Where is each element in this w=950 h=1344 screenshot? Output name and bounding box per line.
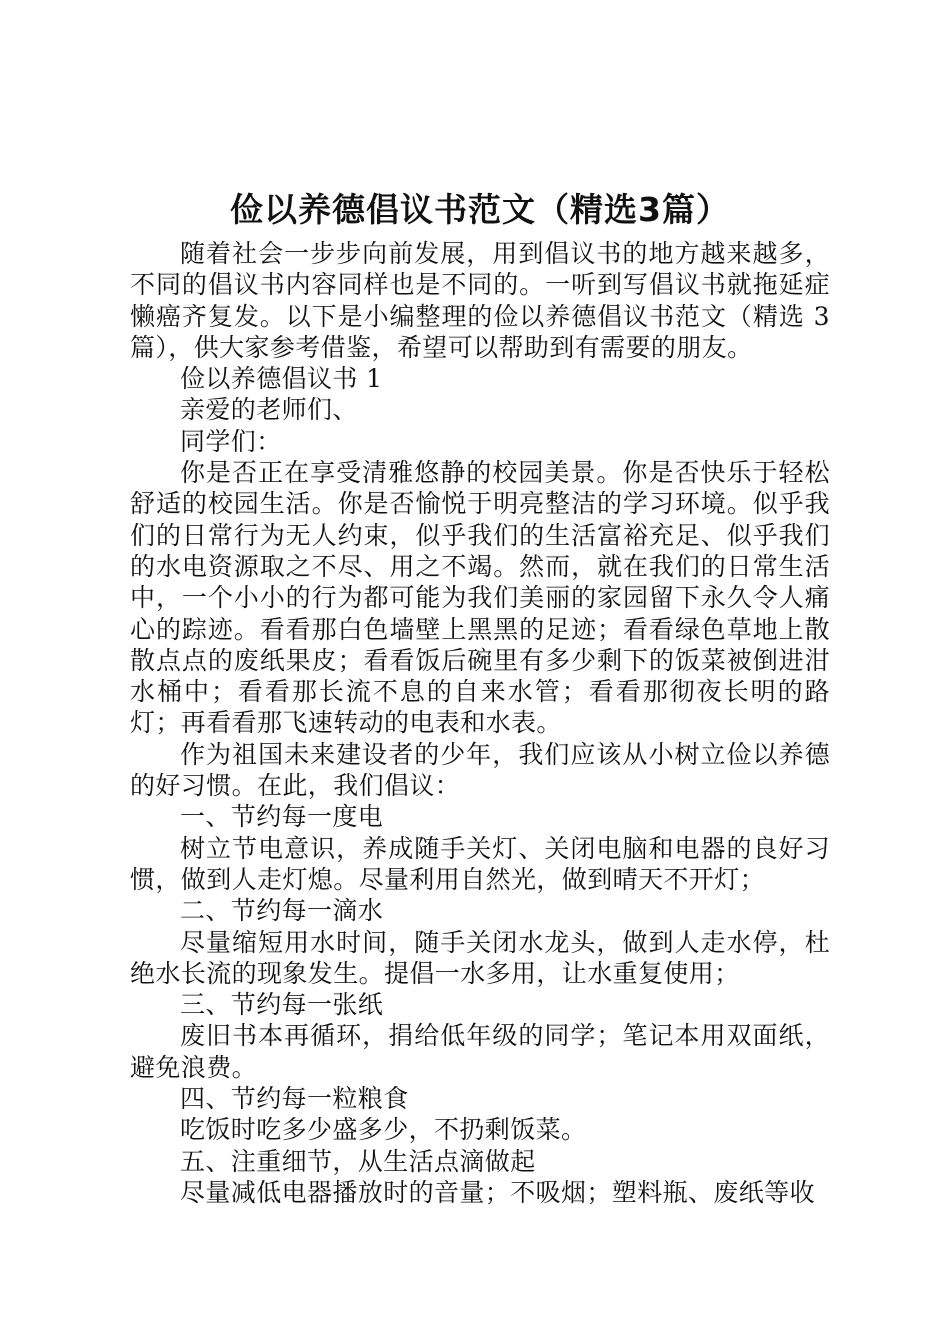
section-heading: 俭以养德倡议书 1 — [180, 364, 383, 394]
item-heading: 五、注重细节，从生活点滴做起 — [180, 1146, 536, 1176]
body-paragraph: 尽量减低电器播放时的音量；不吸烟；塑料瓶、废纸等收 — [180, 1177, 816, 1207]
salutation-line: 同学们： — [180, 426, 282, 456]
item-heading: 三、节约每一张纸 — [180, 990, 384, 1020]
body-paragraph: 尽量缩短用水时间，随手关闭水龙头，做到人走水停，杜绝水长流的现象发生。提倡一水多用，让水重复使用； — [130, 927, 830, 988]
item-heading: 四、节约每一粒粮食 — [180, 1084, 409, 1114]
salutation-line: 亲爱的老师们、 — [180, 395, 358, 425]
body-paragraph: 树立节电意识，养成随手关灯、关闭电脑和电器的良好习惯，做到人走灯熄。尽量利用自然光，做到晴天不开灯； — [130, 833, 830, 894]
intro-paragraph: 随着社会一步步向前发展，用到倡议书的地方越来越多，不同的倡议书内容同样也是不同的。一听到写倡议书就拖延症懒癌齐复发。以下是小编整理的俭以养德倡议书范文（精选 3 篇），供大家参考借鉴，希望可以帮助到有需要的朋友。 — [130, 239, 830, 362]
body-paragraph: 吃饭时吃多少盛多少，不扔剩饭菜。 — [180, 1115, 587, 1145]
item-heading: 一、节约每一度电 — [180, 802, 384, 832]
document-title: 俭以养德倡议书范文（精选3篇） — [230, 190, 730, 229]
body-paragraph: 作为祖国未来建设者的少年，我们应该从小树立俭以养德的好习惯。在此，我们倡议： — [130, 739, 830, 801]
document-page — [130, 180, 830, 1208]
body-paragraph: 废旧书本再循环，捐给低年级的同学；笔记本用双面纸，避免浪费。 — [130, 1021, 830, 1082]
item-heading: 二、节约每一滴水 — [180, 896, 384, 926]
body-paragraph: 你是否正在享受清雅悠静的校园美景。你是否快乐于轻松舒适的校园生活。你是否愉悦于明亮整洁的学习环境。似乎我们的日常行为无人约束，似乎我们的生活富裕充足、似乎我们的水电资源取之不尽、用之不竭。然而，就在我们的日常生活中，一个小小的行为都可能为我们美丽的家园留下永久令人痛心的踪迹。看看那白色墙壁上黑黑的足迹；看看绿色草地上散散点点的废纸果皮；看看饭后碗里有多少剩下的饭菜被倒进泔水桶中；看看那长流不息的自来水管；看看那彻夜长明的路灯；再看看那飞速转动的电表和水表。 — [130, 458, 830, 738]
